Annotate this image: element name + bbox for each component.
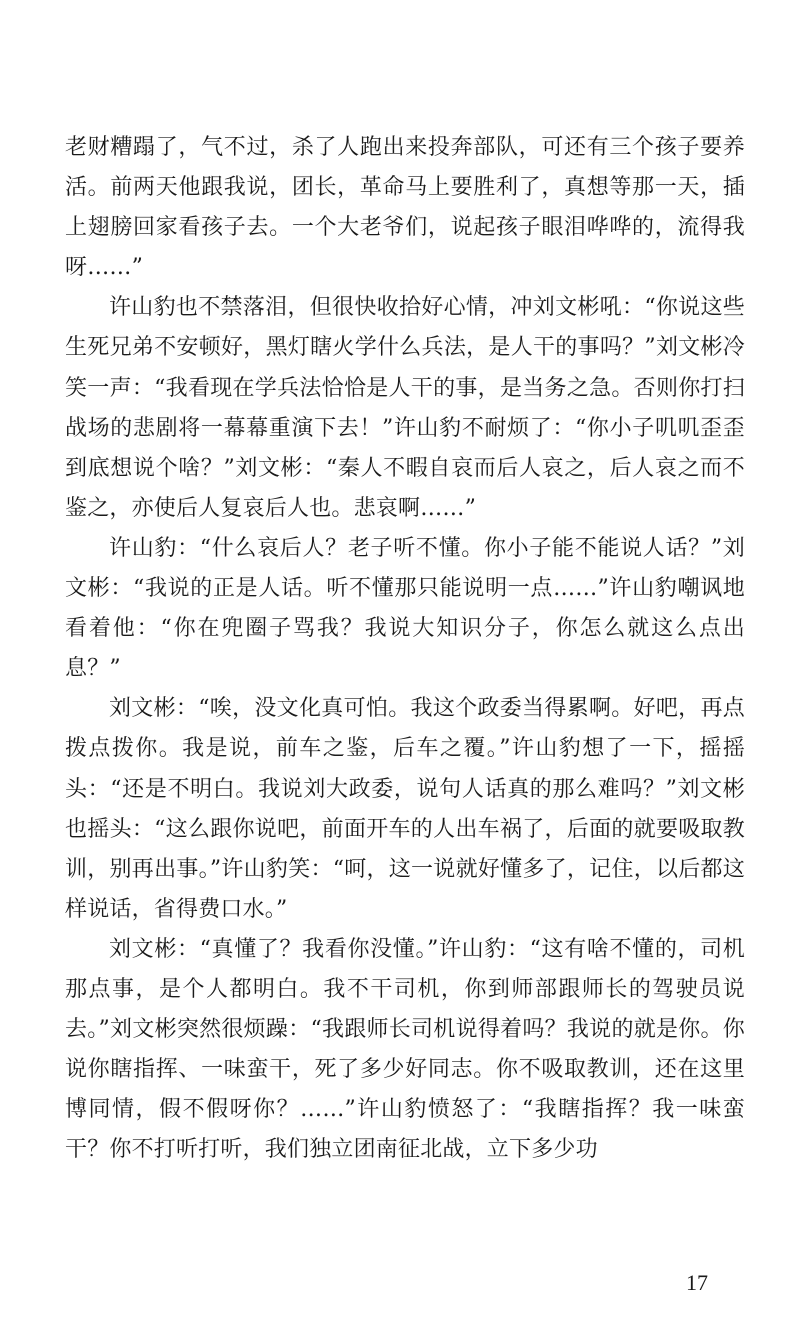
paragraph: 刘文彬：“真懂了？我看你没懂。”许山豹：“这有啥不懂的，司机那点事，是个人都明白。我不干司机，你到师部跟师长的驾驶员说去。”刘文彬突然很烦躁：“我跟师长司机说得着吗？我说的就是你。你说你瞎指挥、一味蛮干，死了多少好同志。你不吸取教训，还在这里博同情，假不假呀你？……”许山豹愤怒了：“我瞎指挥？我一味蛮干？你不打听打听，我们独立团南征北战，立下多少功 bbox=[65, 936, 745, 1163]
paragraph: 许山豹：“什么哀后人？老子听不懂。你小子能不能说人话？”刘文彬：“我说的正是人话。听不懂那只能说明一点……”许山豹嘲讽地看着他：“你在兜圈子骂我？我说大知识分子，你怎么就这么点出息？” bbox=[65, 535, 745, 682]
body-text bbox=[65, 128, 745, 1170]
paragraph: 刘文彬：“唉，没文化真可怕。我这个政委当得累啊。好吧，再点拨点拨你。我是说，前车之鉴，后车之覆。”许山豹想了一下，摇摇头：“还是不明白。我说刘大政委，说句人话真的那么难吗？”刘文彬也摇头：“这么跟你说吧，前面开车的人出车祸了，后面的就要吸取教训，别再出事。”许山豹笑：“呵，这一说就好懂多了，记住，以后都这样说话，省得费口水。” bbox=[65, 696, 745, 922]
paragraph: 许山豹也不禁落泪，但很快收拾好心情，冲刘文彬吼：“你说这些生死兄弟不安顿好，黑灯瞎火学什么兵法，是人干的事吗？”刘文彬冷笑一声：“我看现在学兵法恰恰是人干的事，是当务之急。否则你打扫战场的悲剧将一幕幕重演下去！”许山豹不耐烦了：“你小子叽叽歪歪到底想说个啥？”刘文彬：“秦人不暇自哀而后人哀之，后人哀之而不鉴之，亦使后人复哀后人也。悲哀啊……” bbox=[65, 295, 745, 521]
page-number: 17 bbox=[686, 1270, 708, 1295]
paragraph-continued: 老财糟蹋了，气不过，杀了人跑出来投奔部队，可还有三个孩子要养活。前两天他跟我说，团长，革命马上要胜利了，真想等那一天，插上翅膀回家看孩子去。一个大老爷们，说起孩子眼泪哗哗的，流得我呀……” bbox=[65, 135, 745, 281]
